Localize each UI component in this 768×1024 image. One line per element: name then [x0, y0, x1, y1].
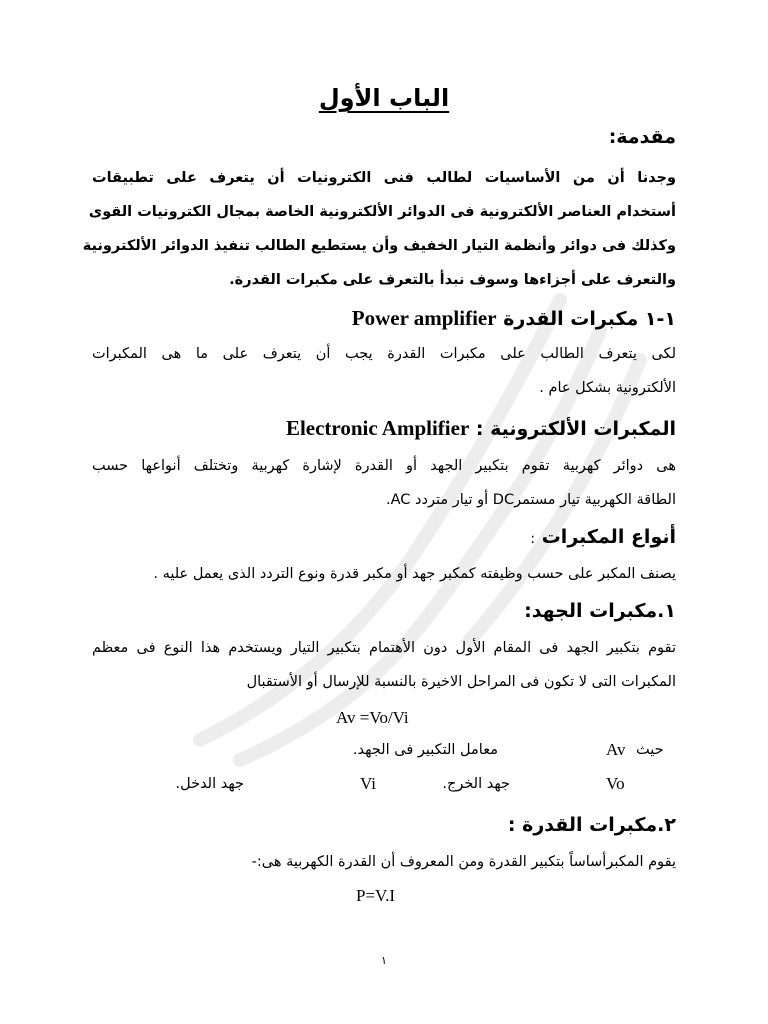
s4-line-1: تقوم بتكبير الجهد فى المقام الأول دون الأهتمام بتكبير التيار ويستخدم هذا النوع فى معظم — [92, 640, 676, 656]
def-vo-symbol: Vo — [606, 774, 625, 793]
def-vo-text: جهد الخرج. — [442, 776, 510, 792]
s3-line: يصنف المكبر على حسب وظيفته كمكبر جهد أو مكبر قدرة ونوع التردد الذى يعمل عليه . — [153, 566, 676, 582]
def-av-text: معامل التكبير فى الجهد. — [352, 742, 498, 758]
chapter-title: الباب الأول — [318, 84, 450, 112]
def-vi-text: جهد الدخل. — [175, 776, 244, 792]
section-electronic-amplifier-heading — [92, 416, 676, 441]
section-english-title: Power amplifier — [351, 306, 497, 330]
intro-line-4: والتعرف على أجزاءها وسوف نبدأ بالتعرف على مكبرات القدرة. — [229, 272, 676, 288]
section-english-title: Electronic Amplifier — [285, 416, 470, 440]
s2-line-1: هى دوائر كهربية تقوم بتكبير الجهد أو القدرة لإشارة كهربية وتختلف أنواعها حسب — [92, 458, 676, 474]
def-vi-symbol: Vi — [360, 774, 376, 793]
section-power-amplifier-heading — [92, 306, 676, 331]
intro-line-2: أستخدام العناصر الألكترونية فى الدوائر الألكترونية الخاصة بمجال الكترونيات القوى — [88, 204, 676, 220]
section-types-heading — [92, 526, 676, 548]
s1-line-1: لكى يتعرف الطالب على مكبرات القدرة يجب أن يتعرف على ما هى المكبرات — [92, 346, 676, 362]
s2-line-2: الطاقة الكهربية تيار مستمرDC أو تيار متردد AC. — [386, 492, 676, 508]
s4-line-2: المكبرات التى لا تكون فى المراحل الاخيرة بالنسبة للإرسال أو الأستقبال — [246, 674, 676, 690]
s1-line-2: الألكترونية بشكل عام . — [539, 380, 676, 396]
section-arabic-title: أنواع المكبرات — [541, 526, 676, 548]
s5-line: يقوم المكبرأساساً بتكبير القدرة ومن المعروف أن القدرة الكهربية هى:- — [251, 854, 676, 870]
section-arabic-title: مكبرات القدرة — [503, 308, 639, 330]
page-number: ١ — [381, 954, 387, 967]
section-voltage-amplifier-heading: ١.مكبرات الجهد: — [524, 600, 676, 622]
section-arabic-title: المكبرات الألكترونية : — [475, 418, 676, 440]
section-colon: : — [530, 531, 536, 547]
formula-power: P=V.I — [356, 886, 396, 905]
section-power-heading: ٢.مكبرات القدرة : — [507, 814, 676, 836]
formula-voltage-gain: Av =Vo/Vi — [336, 708, 409, 727]
section-number: ١-١ — [644, 308, 676, 330]
intro-heading: مقدمة: — [608, 126, 676, 148]
def-where: حيث — [636, 742, 664, 758]
intro-line-3: وكذلك فى دوائر وأنظمة التيار الخفيف وأن يستطيع الطالب تنفيذ الدوائر الألكترونية — [82, 238, 676, 254]
intro-line-1: وجدنا أن من الأساسيات لطالب فنى الكترونيات أن يتعرف على تطبيقات — [92, 170, 676, 186]
def-av-symbol: Av — [606, 740, 626, 759]
